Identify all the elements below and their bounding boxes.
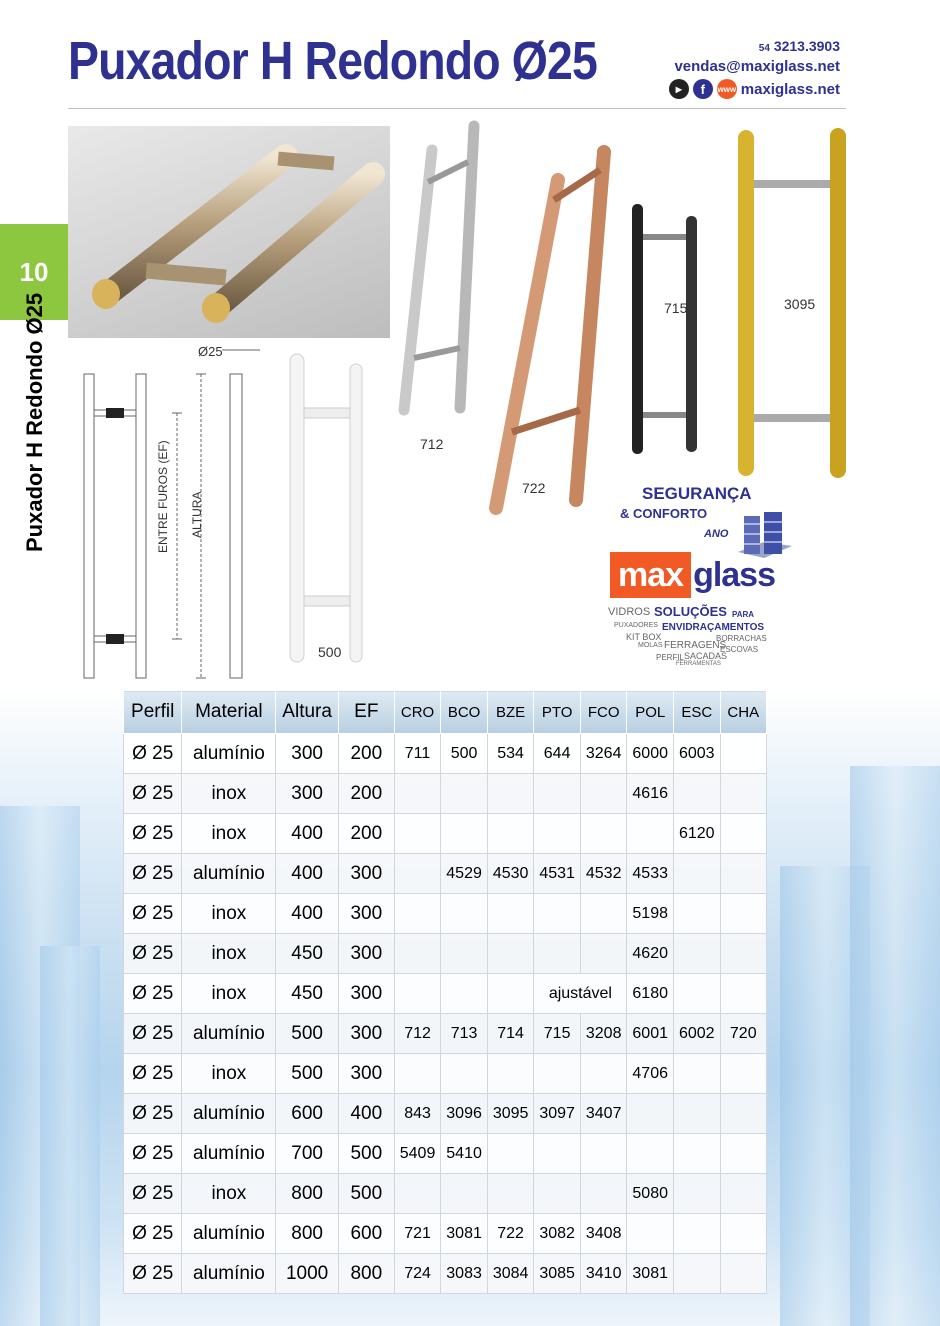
table-cell: 500 — [338, 1134, 394, 1174]
table-body — [124, 734, 767, 1294]
table-cell: ajustável — [534, 974, 627, 1014]
table-cell — [673, 974, 720, 1014]
table-cell: Ø 25 — [124, 734, 182, 774]
table-cell — [673, 1174, 720, 1214]
table-cell: 3408 — [580, 1214, 627, 1254]
table-cell — [673, 1094, 720, 1134]
table-cell — [487, 1054, 534, 1094]
handle-white-500 — [286, 352, 366, 666]
table-cell: alumínio — [182, 1254, 276, 1294]
table-cell: 6120 — [673, 814, 720, 854]
label-712: 712 — [420, 436, 444, 452]
email-link[interactable]: vendas@maxiglass.net — [674, 58, 840, 75]
table-cell: alumínio — [182, 1134, 276, 1174]
www-icon[interactable]: www — [717, 79, 737, 99]
table-cell: 700 — [276, 1134, 338, 1174]
table-row — [124, 934, 767, 974]
handle-black-715 — [626, 200, 706, 460]
table-row — [124, 1254, 767, 1294]
table-cell — [627, 1134, 674, 1174]
table-cell: 711 — [394, 734, 441, 774]
table-cell: 600 — [276, 1094, 338, 1134]
col-bco: BCO — [441, 691, 488, 734]
table-cell: 300 — [338, 854, 394, 894]
table-cell: 400 — [276, 814, 338, 854]
table-cell: inox — [182, 774, 276, 814]
col-material: Material — [182, 691, 276, 734]
table-cell — [487, 814, 534, 854]
table-cell — [441, 894, 488, 934]
facebook-icon[interactable]: f — [693, 79, 713, 99]
table-cell — [487, 934, 534, 974]
table-cell — [441, 974, 488, 1014]
col-fco: FCO — [580, 691, 627, 734]
table-row — [124, 1054, 767, 1094]
entre-furos-label: ENTRE FUROS (EF) — [156, 440, 170, 553]
table-cell: 3096 — [441, 1094, 488, 1134]
table-cell: inox — [182, 1054, 276, 1094]
table-cell — [720, 1254, 767, 1294]
table-cell: 4530 — [487, 854, 534, 894]
table-cell: Ø 25 — [124, 1054, 182, 1094]
table-cell — [534, 814, 581, 854]
table-cell: 4531 — [534, 854, 581, 894]
table-cell: 4529 — [441, 854, 488, 894]
col-cha: CHA — [720, 691, 767, 734]
table-cell: alumínio — [182, 734, 276, 774]
contact-block — [669, 38, 840, 99]
table-cell — [394, 854, 441, 894]
table-cell: 5198 — [627, 894, 674, 934]
product-table — [123, 690, 767, 1294]
table-cell: 1000 — [276, 1254, 338, 1294]
table-cell: 534 — [487, 734, 534, 774]
table-cell: 800 — [338, 1254, 394, 1294]
table-cell — [720, 934, 767, 974]
table-cell: 4532 — [580, 854, 627, 894]
table-cell — [720, 974, 767, 1014]
handle-chrome-712 — [388, 120, 488, 420]
table-cell — [394, 894, 441, 934]
table-row — [124, 1134, 767, 1174]
table-cell — [441, 774, 488, 814]
table-cell: 300 — [338, 1014, 394, 1054]
col-bze: BZE — [487, 691, 534, 734]
table-cell: 715 — [534, 1014, 581, 1054]
table-cell: 800 — [276, 1174, 338, 1214]
table-cell — [720, 894, 767, 934]
table-cell: 3084 — [487, 1254, 534, 1294]
table-row — [124, 1214, 767, 1254]
label-722: 722 — [522, 480, 546, 496]
table-header-row — [124, 691, 767, 734]
table-row — [124, 734, 767, 774]
table-row — [124, 1014, 767, 1054]
handle-copper-722 — [476, 140, 616, 520]
phone-number: 54 3213.3903 — [758, 38, 840, 54]
table-cell: Ø 25 — [124, 1134, 182, 1174]
table-cell: 450 — [276, 934, 338, 974]
label-3095: 3095 — [784, 296, 816, 312]
table-cell: Ø 25 — [124, 814, 182, 854]
altura-label: ALTURA — [190, 491, 204, 538]
table-cell: Ø 25 — [124, 894, 182, 934]
table-cell — [487, 774, 534, 814]
table-cell: 500 — [276, 1014, 338, 1054]
table-cell — [534, 774, 581, 814]
table-cell: Ø 25 — [124, 934, 182, 974]
table-cell — [394, 974, 441, 1014]
table-cell: 843 — [394, 1094, 441, 1134]
table-cell: Ø 25 — [124, 1014, 182, 1054]
table-cell: 3082 — [534, 1214, 581, 1254]
table-cell — [580, 1054, 627, 1094]
table-cell — [673, 1134, 720, 1174]
table-cell — [394, 934, 441, 974]
table-cell — [720, 774, 767, 814]
table-cell: 3208 — [580, 1014, 627, 1054]
table-cell: 3097 — [534, 1094, 581, 1134]
page-number-tab: 10 — [0, 224, 68, 320]
table-cell: Ø 25 — [124, 1174, 182, 1214]
technical-drawing — [72, 338, 262, 688]
table-row — [124, 974, 767, 1014]
table-cell: 644 — [534, 734, 581, 774]
table-cell — [720, 814, 767, 854]
table-cell: Ø 25 — [124, 854, 182, 894]
table-cell — [627, 1214, 674, 1254]
social-row — [669, 79, 840, 99]
table-cell: 400 — [276, 894, 338, 934]
table-row — [124, 774, 767, 814]
table-cell — [441, 814, 488, 854]
table-row — [124, 1174, 767, 1214]
table-cell — [720, 1054, 767, 1094]
table-cell — [627, 814, 674, 854]
table-cell — [673, 1214, 720, 1254]
table-cell — [394, 1054, 441, 1094]
table-cell: inox — [182, 814, 276, 854]
col-pol: POL — [627, 691, 674, 734]
table-cell: 400 — [338, 1094, 394, 1134]
word-cloud: VIDROS SOLUÇÕES PARA PUXADORES ENVIDRAÇAMENTOS KIT BOX BORRACHAS MOLAS FERRAGENS ESCOVAS PERFIL SACADAS FERRAMENTAS — [608, 604, 767, 667]
table-row — [124, 894, 767, 934]
ano-text: ANO — [704, 528, 729, 540]
label-500: 500 — [318, 644, 342, 660]
table-cell: 721 — [394, 1214, 441, 1254]
table-cell: 500 — [441, 734, 488, 774]
table-cell: 500 — [338, 1174, 394, 1214]
table-cell: 200 — [338, 774, 394, 814]
table-cell: 300 — [338, 894, 394, 934]
table-cell: 3410 — [580, 1254, 627, 1294]
table-cell — [720, 1094, 767, 1134]
table-cell: 5410 — [441, 1134, 488, 1174]
table-cell — [580, 1134, 627, 1174]
table-cell: 600 — [338, 1214, 394, 1254]
table-cell — [580, 774, 627, 814]
table-cell: inox — [182, 894, 276, 934]
table-cell — [534, 934, 581, 974]
table-cell — [673, 1054, 720, 1094]
table-cell: 6001 — [627, 1014, 674, 1054]
label-715: 715 — [664, 300, 688, 316]
table-cell — [580, 934, 627, 974]
table-cell: alumínio — [182, 1214, 276, 1254]
table-cell: 713 — [441, 1014, 488, 1054]
table-cell: 4706 — [627, 1054, 674, 1094]
table-cell — [720, 734, 767, 774]
table-cell: 724 — [394, 1254, 441, 1294]
col-pto: PTO — [534, 691, 581, 734]
table-cell: 720 — [720, 1014, 767, 1054]
header-divider — [68, 108, 846, 109]
diameter-label: Ø25 — [198, 344, 223, 359]
table-cell — [673, 1254, 720, 1294]
table-cell: 300 — [338, 934, 394, 974]
table-cell: 450 — [276, 974, 338, 1014]
table-cell — [580, 814, 627, 854]
table-cell: 400 — [276, 854, 338, 894]
table-cell — [534, 1174, 581, 1214]
table-cell: Ø 25 — [124, 1214, 182, 1254]
table-cell: 200 — [338, 734, 394, 774]
seguranca-text: SEGURANÇA — [642, 484, 752, 503]
table-cell: alumínio — [182, 1094, 276, 1134]
conforto-text: & CONFORTO — [620, 506, 708, 521]
table-cell: 3264 — [580, 734, 627, 774]
table-cell — [534, 1054, 581, 1094]
table-cell — [487, 894, 534, 934]
table-cell — [720, 1174, 767, 1214]
table-cell: 714 — [487, 1014, 534, 1054]
table-cell: 3085 — [534, 1254, 581, 1294]
table-row — [124, 854, 767, 894]
table-cell: 500 — [276, 1054, 338, 1094]
table-cell: 722 — [487, 1214, 534, 1254]
table-cell: 6003 — [673, 734, 720, 774]
table-cell — [487, 974, 534, 1014]
table-cell — [394, 774, 441, 814]
table-cell: 6000 — [627, 734, 674, 774]
page-title: Puxador H Redondo Ø25 — [68, 31, 597, 91]
table-cell: 800 — [276, 1214, 338, 1254]
col-altura: Altura — [276, 691, 338, 734]
table-cell — [441, 1054, 488, 1094]
col-perfil: Perfil — [124, 691, 182, 734]
table-cell — [673, 894, 720, 934]
table-cell: 200 — [338, 814, 394, 854]
table-row — [124, 814, 767, 854]
table-cell: 4533 — [627, 854, 674, 894]
table-cell — [394, 1174, 441, 1214]
table-cell — [394, 814, 441, 854]
vertical-section-title: Puxador H Redondo Ø25 — [22, 292, 47, 552]
table-cell — [720, 1214, 767, 1254]
table-cell — [441, 934, 488, 974]
table-cell: 5080 — [627, 1174, 674, 1214]
col-ef: EF — [338, 691, 394, 734]
table-cell — [534, 894, 581, 934]
table-cell: Ø 25 — [124, 1094, 182, 1134]
table-cell: 3081 — [627, 1254, 674, 1294]
table-cell: 6180 — [627, 974, 674, 1014]
table-cell: inox — [182, 934, 276, 974]
table-cell — [673, 934, 720, 974]
table-cell — [487, 1174, 534, 1214]
col-cro: CRO — [394, 691, 441, 734]
table-cell: 300 — [276, 774, 338, 814]
col-esc: ESC — [673, 691, 720, 734]
table-cell: inox — [182, 974, 276, 1014]
table-cell — [580, 1174, 627, 1214]
table-cell — [627, 1094, 674, 1134]
table-cell: 5409 — [394, 1134, 441, 1174]
table-cell: alumínio — [182, 854, 276, 894]
table-cell — [673, 774, 720, 814]
maxiglass-logo: max glass — [610, 552, 775, 598]
table-cell — [720, 854, 767, 894]
table-cell: 3083 — [441, 1254, 488, 1294]
site-link[interactable]: maxiglass.net — [740, 80, 840, 98]
table-cell — [720, 1134, 767, 1174]
table-cell: 4616 — [627, 774, 674, 814]
table-cell: 300 — [338, 974, 394, 1014]
table-cell — [673, 854, 720, 894]
table-cell: 3407 — [580, 1094, 627, 1134]
table-cell: Ø 25 — [124, 974, 182, 1014]
table-cell: 3095 — [487, 1094, 534, 1134]
table-cell — [580, 894, 627, 934]
table-cell: Ø 25 — [124, 774, 182, 814]
table-row — [124, 1094, 767, 1134]
table-cell: 300 — [276, 734, 338, 774]
product-photo — [68, 126, 390, 338]
table-cell — [441, 1174, 488, 1214]
table-cell — [534, 1134, 581, 1174]
table-cell: 300 — [338, 1054, 394, 1094]
table-cell: alumínio — [182, 1014, 276, 1054]
youtube-icon[interactable]: ▶ — [669, 79, 689, 99]
table-cell — [487, 1134, 534, 1174]
table-cell: inox — [182, 1174, 276, 1214]
table-cell: 712 — [394, 1014, 441, 1054]
table-cell: 4620 — [627, 934, 674, 974]
table-cell: 6002 — [673, 1014, 720, 1054]
table-cell: Ø 25 — [124, 1254, 182, 1294]
table-cell: 3081 — [441, 1214, 488, 1254]
